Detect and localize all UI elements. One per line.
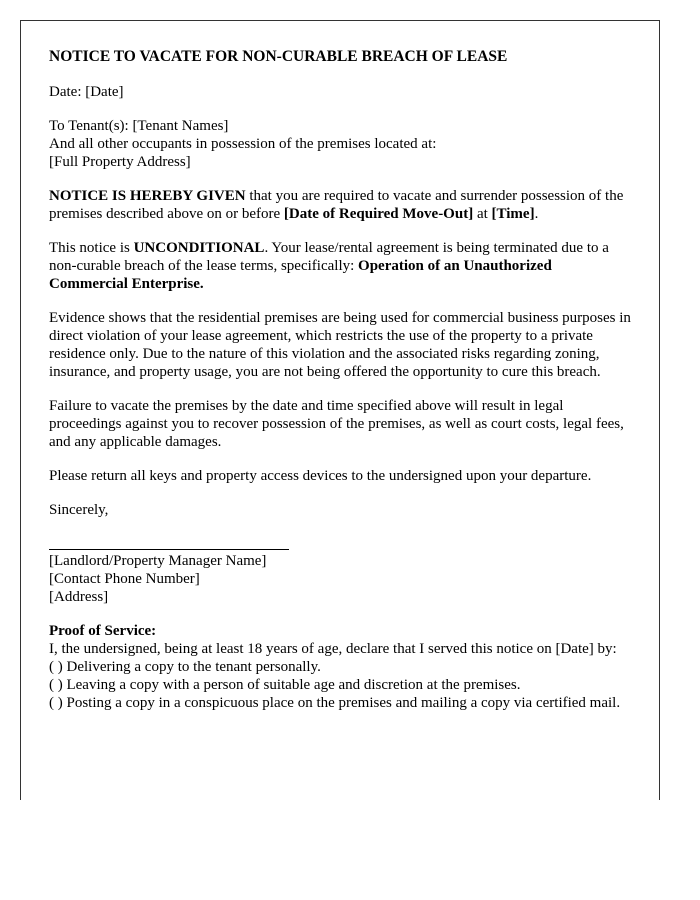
evidence-paragraph: Evidence shows that the residential premises are being used for commercial business purposes in direct violation of your lease agreement, which restricts the use of the property to a private residence only. Due to the nature of this violation and the associated risks regarding zoning, insurance, and property usage, you are not being offered the opportunity to cure this breach. [49,310,631,380]
unconditional-text-2: . Your lease/rental agreement is being terminated due to a non-curable breach of the lease terms, specifically: [49,240,609,274]
proof-option: ( ) Leaving a copy with a person of suitable age and discretion at the premises. [49,677,521,693]
move-out-time: [Time] [491,206,535,222]
document-title: NOTICE TO VACATE FOR NON-CURABLE BREACH OF LEASE [49,48,508,65]
signature-block [49,552,631,606]
unconditional-paragraph [49,239,631,293]
property-address-line: [Full Property Address] [49,154,191,170]
signature-line [49,549,289,550]
proof-option: ( ) Posting a copy in a conspicuous place on the premises and mailing a copy via certified mail. [49,695,621,711]
tenant-line: To Tenant(s): [Tenant Names] [49,118,229,134]
notice-text-3: . [534,206,539,222]
signer-phone: [Contact Phone Number] [49,571,200,587]
closing: Sincerely, [49,502,109,518]
unconditional-text-1: This notice is [49,240,134,256]
proof-declaration: I, the undersigned, being at least 18 years of age, declare that I served this notice on [Date] by: [49,641,617,657]
notice-text-1: that you are required to vacate and surrender possession of the premises described above on or before [49,188,624,222]
notice-text-2: at [473,206,492,222]
unconditional-bold: UNCONDITIONAL [133,240,265,256]
notice-lead: NOTICE IS HEREBY GIVEN [49,188,246,204]
signer-address: [Address] [49,589,109,605]
notice-paragraph [49,187,631,223]
recipient-block [49,117,631,171]
keys-paragraph: Please return all keys and property access devices to the undersigned upon your departure. [49,468,592,484]
breach-type: Operation of an Unauthorized Commercial Enterprise. [49,258,552,292]
date-line: Date: [Date] [49,84,124,100]
failure-paragraph: Failure to vacate the premises by the date and time specified above will result in legal proceedings against you to recover possession of the premises, as well as court costs, legal fees, and any applicable damages. [49,398,624,450]
proof-of-service [49,622,631,712]
document-page [20,20,660,800]
proof-option: ( ) Delivering a copy to the tenant personally. [49,659,321,675]
proof-heading: Proof of Service: [49,623,157,639]
move-out-date: [Date of Required Move-Out] [283,206,474,222]
signer-name: [Landlord/Property Manager Name] [49,553,267,569]
occupants-line: And all other occupants in possession of the premises located at: [49,136,437,152]
